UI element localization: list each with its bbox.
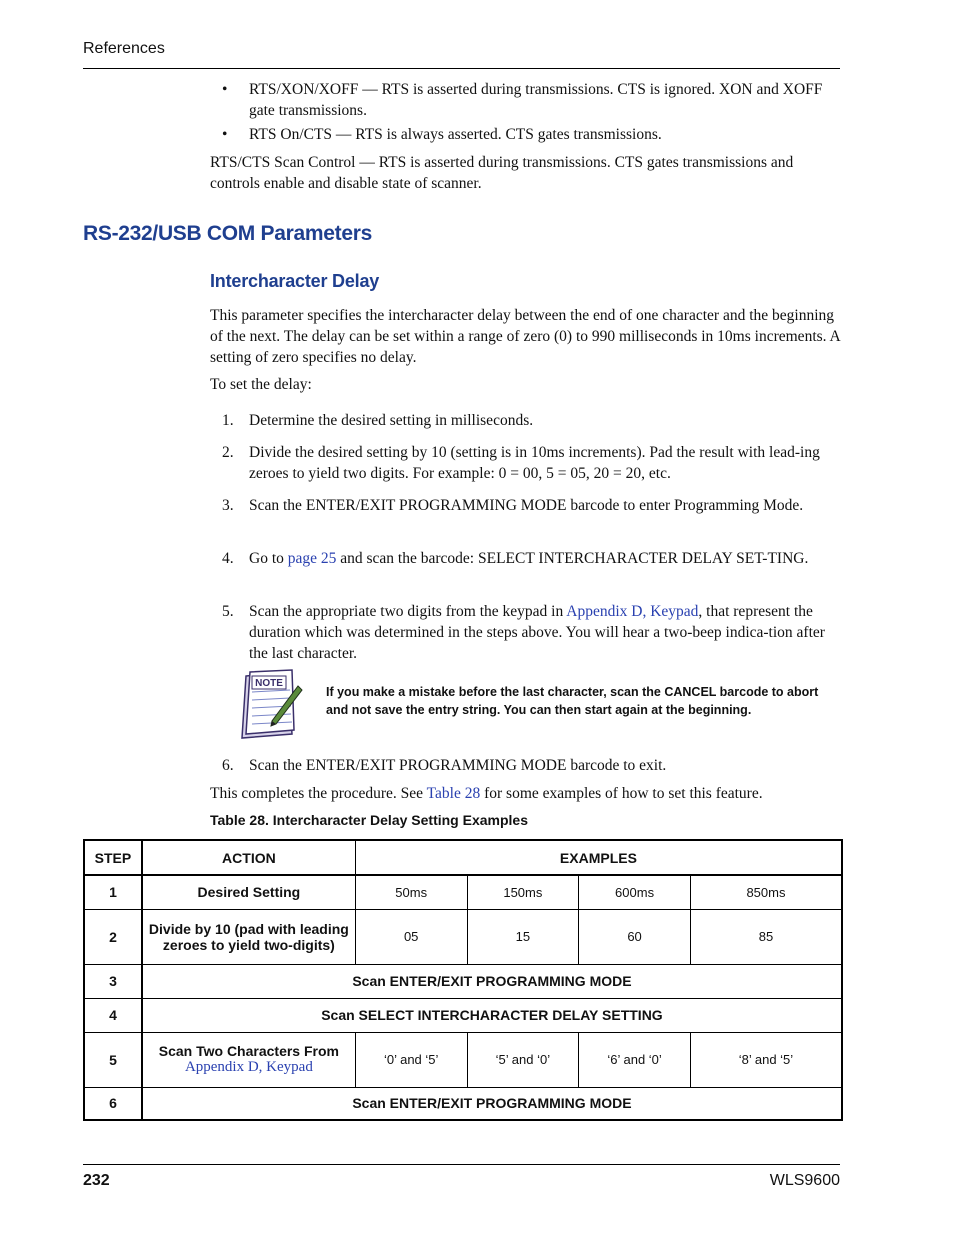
- step-number: 6.: [222, 757, 234, 774]
- step-cell: 2: [84, 909, 142, 964]
- page-number: 232: [83, 1172, 110, 1189]
- step-text: Scan the ENTER/EXIT PROGRAMMING MODE barcode to exit.: [249, 757, 667, 774]
- header-rule: [83, 68, 840, 69]
- step-text-pre: Scan the appropriate two digits from the keypad in: [249, 603, 567, 620]
- step-number: 4.: [222, 550, 234, 567]
- completion-pre: This completes the procedure. See: [210, 785, 427, 802]
- step-text: Divide the desired setting by 10 (setting is in 10ms increments). Pad the result with lead-ing zeroes to yield two digits. For example: 0 = 00, 5 = 05, 20 = 20, etc.: [249, 444, 820, 482]
- table-28-link[interactable]: Table 28: [426, 785, 481, 802]
- example-cell: 850ms: [690, 875, 842, 909]
- bullet-marker: •: [222, 81, 228, 98]
- running-header: References: [83, 40, 165, 57]
- step-text: [249, 601, 839, 664]
- header-action: ACTION: [142, 840, 355, 875]
- example-cell: 150ms: [467, 875, 579, 909]
- footer-rule: [83, 1164, 840, 1165]
- action-text: Scan Two Characters From: [158, 1043, 339, 1059]
- subsection-title: Intercharacter Delay: [210, 271, 380, 291]
- example-cell: ‘0’ and ‘5’: [355, 1032, 467, 1087]
- step-number: 5.: [222, 603, 234, 620]
- action-cell: Scan ENTER/EXIT PROGRAMMING MODE: [142, 1087, 842, 1120]
- table-row: [84, 1087, 842, 1120]
- appendix-d-keypad-link[interactable]: Appendix D, Keypad: [184, 1059, 313, 1075]
- step-number: 2.: [222, 444, 234, 461]
- table-row: [84, 875, 842, 909]
- example-cell: 60: [579, 909, 691, 964]
- example-cell: 85: [690, 909, 842, 964]
- header-examples: EXAMPLES: [355, 840, 842, 875]
- example-cell: 50ms: [355, 875, 467, 909]
- step-cell: 6: [84, 1087, 142, 1120]
- step-number: 1.: [222, 412, 234, 429]
- action-cell: Divide by 10 (pad with leading zeroes to yield two-digits): [142, 909, 355, 964]
- action-cell: Scan ENTER/EXIT PROGRAMMING MODE: [142, 964, 842, 998]
- note-text: If you make a mistake before the last character, scan the CANCEL barcode to abort and not save the entry string. You can then start again at the beginning.: [326, 685, 819, 717]
- table-row: [84, 909, 842, 964]
- completion-post: for some examples of how to set this feature.: [480, 785, 763, 802]
- intro-paragraph: RTS/CTS Scan Control — RTS is asserted during transmissions. CTS gates transmissions and controls enable and disable state of scanner.: [210, 154, 794, 192]
- delay-examples-table: [83, 839, 843, 1121]
- step-cell: 4: [84, 998, 142, 1032]
- appendix-d-keypad-link[interactable]: Appendix D, Keypad: [566, 603, 699, 620]
- step-cell: 3: [84, 964, 142, 998]
- action-cell: Desired Setting: [142, 875, 355, 909]
- header-step: STEP: [84, 840, 142, 875]
- step-cell: 1: [84, 875, 142, 909]
- example-cell: 05: [355, 909, 467, 964]
- to-set-text: To set the delay:: [210, 376, 312, 393]
- step-text: Scan the ENTER/EXIT PROGRAMMING MODE barcode to enter Programming Mode.: [249, 497, 804, 514]
- example-cell: 600ms: [579, 875, 691, 909]
- example-cell: ‘5’ and ‘0’: [467, 1032, 579, 1087]
- example-cell: 15: [467, 909, 579, 964]
- action-cell: [142, 1032, 355, 1087]
- example-cell: ‘8’ and ‘5’: [690, 1032, 842, 1087]
- step-text-post: , that represent the duration which was determined in the steps above. You will hear a two-beep indica-tion after the last character.: [249, 603, 825, 662]
- page-25-link[interactable]: page 25: [287, 550, 337, 567]
- table-header-row: [84, 840, 842, 875]
- section-title: RS-232/USB COM Parameters: [83, 222, 372, 245]
- step-number: 3.: [222, 497, 234, 514]
- step-text: Determine the desired setting in milliseconds.: [249, 412, 534, 429]
- table-row: [84, 998, 842, 1032]
- action-cell: Scan SELECT INTERCHARACTER DELAY SETTING: [142, 998, 842, 1032]
- note-icon: [236, 668, 306, 740]
- description-paragraph: This parameter specifies the intercharacter delay between the end of one character and the beginning of the next. The delay can be set within a range of zero (0) to 990 milliseconds in 10ms increments. A setting of zero specifies no delay.: [210, 307, 840, 366]
- step-text-post: and scan the barcode: SELECT INTERCHARACTER DELAY SET-TING.: [336, 550, 809, 567]
- table-row: [84, 1032, 842, 1087]
- step-text: [249, 548, 839, 569]
- bullet-marker: •: [222, 126, 228, 143]
- note-label: NOTE: [255, 678, 283, 689]
- step-cell: 5: [84, 1032, 142, 1087]
- bullet-text: RTS/XON/XOFF — RTS is asserted during transmissions. CTS is ignored. XON and XOFF gate transmissions.: [249, 81, 823, 119]
- completion-paragraph: [210, 783, 840, 804]
- product-model: WLS9600: [769, 1172, 840, 1189]
- step-text-pre: Go to: [249, 550, 288, 567]
- bullet-text: RTS On/CTS — RTS is always asserted. CTS gates transmissions.: [249, 126, 662, 143]
- example-cell: ‘6’ and ‘0’: [579, 1032, 691, 1087]
- table-caption: Table 28. Intercharacter Delay Setting Examples: [210, 812, 528, 828]
- table-row: [84, 964, 842, 998]
